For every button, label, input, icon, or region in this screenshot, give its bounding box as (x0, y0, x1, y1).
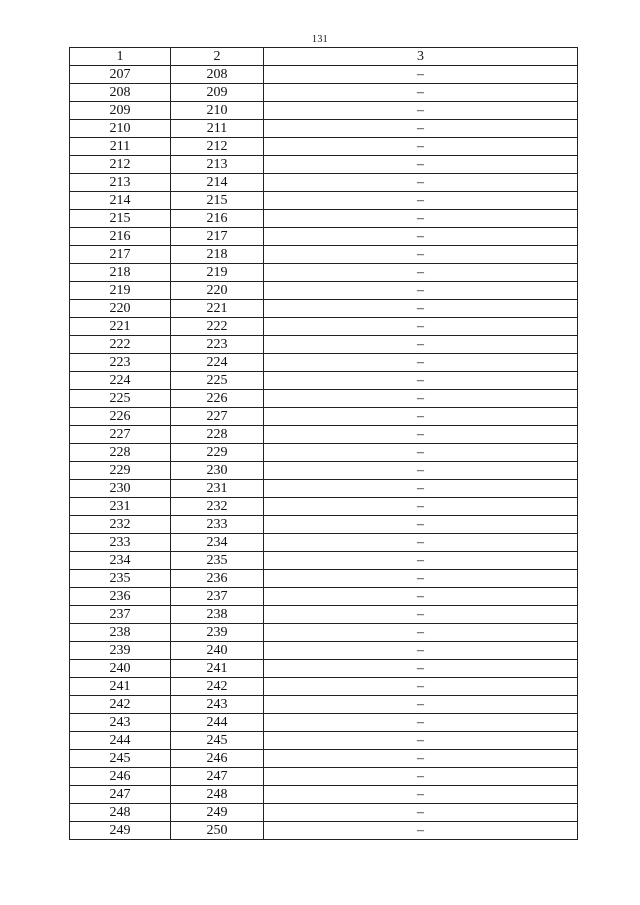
table-row (70, 444, 578, 462)
table-cell-col2: 231 (171, 480, 264, 498)
table-cell-col3: – (264, 660, 578, 678)
table-cell-col2: 248 (171, 786, 264, 804)
table-cell-col3: – (264, 498, 578, 516)
table-cell-col1: 230 (70, 480, 171, 498)
table-cell-col2: 214 (171, 174, 264, 192)
table-cell-col3: – (264, 606, 578, 624)
table-cell-col1: 233 (70, 534, 171, 552)
table-row (70, 552, 578, 570)
table-row (70, 516, 578, 534)
table-cell-col1: 215 (70, 210, 171, 228)
table-cell-col1: 218 (70, 264, 171, 282)
table-cell-col2: 212 (171, 138, 264, 156)
table-cell-col1: 225 (70, 390, 171, 408)
table-row (70, 246, 578, 264)
table-cell-col1: 232 (70, 516, 171, 534)
table-row (70, 318, 578, 336)
table-cell-col1: 234 (70, 552, 171, 570)
table-cell-col1: 247 (70, 786, 171, 804)
table-cell-col1: 228 (70, 444, 171, 462)
table-row (70, 570, 578, 588)
table-cell-col1: 229 (70, 462, 171, 480)
table-cell-col1: 217 (70, 246, 171, 264)
page-number: 131 (312, 34, 328, 45)
table-cell-col2: 247 (171, 768, 264, 786)
table-row (70, 84, 578, 102)
table-cell-col3: – (264, 282, 578, 300)
table-row (70, 696, 578, 714)
table-cell-col2: 239 (171, 624, 264, 642)
table-row (70, 228, 578, 246)
table-cell-col2: 221 (171, 300, 264, 318)
table-cell-col3: – (264, 66, 578, 84)
table-cell-col1: 231 (70, 498, 171, 516)
table-row (70, 750, 578, 768)
table-cell-col1: 239 (70, 642, 171, 660)
table-cell-col3: – (264, 318, 578, 336)
table-cell-col3: – (264, 678, 578, 696)
table-row (70, 102, 578, 120)
table-row (70, 768, 578, 786)
table-row (70, 498, 578, 516)
table-cell-col2: 250 (171, 822, 264, 840)
table-cell-col2: 217 (171, 228, 264, 246)
data-table (69, 47, 578, 840)
table-row (70, 462, 578, 480)
table-cell-col3: – (264, 822, 578, 840)
table-cell-col1: 240 (70, 660, 171, 678)
table-cell-col1: 223 (70, 354, 171, 372)
table-row (70, 660, 578, 678)
table-cell-col2: 209 (171, 84, 264, 102)
table-cell-col2: 229 (171, 444, 264, 462)
table-cell-col3: – (264, 588, 578, 606)
table-cell-col2: 234 (171, 534, 264, 552)
table-cell-col2: 216 (171, 210, 264, 228)
table-cell-col2: 222 (171, 318, 264, 336)
table-cell-col3: – (264, 750, 578, 768)
table-cell-col3: – (264, 372, 578, 390)
table-row (70, 804, 578, 822)
table-cell-col3: – (264, 228, 578, 246)
table-cell-col1: 208 (70, 84, 171, 102)
table-row (70, 282, 578, 300)
table-cell-col2: 238 (171, 606, 264, 624)
table-cell-col3: – (264, 390, 578, 408)
table-body (70, 66, 578, 840)
table-header-row (70, 48, 578, 66)
table-cell-col2: 232 (171, 498, 264, 516)
table-cell-col3: – (264, 462, 578, 480)
table-cell-col1: 244 (70, 732, 171, 750)
table-cell-col2: 249 (171, 804, 264, 822)
column-header-1: 1 (70, 48, 171, 66)
table-row (70, 642, 578, 660)
table-row (70, 480, 578, 498)
table-cell-col2: 242 (171, 678, 264, 696)
table-cell-col3: – (264, 138, 578, 156)
table-cell-col1: 235 (70, 570, 171, 588)
table-cell-col1: 248 (70, 804, 171, 822)
table-cell-col3: – (264, 354, 578, 372)
table-cell-col3: – (264, 768, 578, 786)
table-row (70, 606, 578, 624)
table-cell-col1: 207 (70, 66, 171, 84)
table-row (70, 822, 578, 840)
table-cell-col3: – (264, 714, 578, 732)
table-cell-col2: 211 (171, 120, 264, 138)
table-cell-col1: 220 (70, 300, 171, 318)
table-cell-col1: 221 (70, 318, 171, 336)
table-cell-col3: – (264, 156, 578, 174)
table-cell-col3: – (264, 300, 578, 318)
table-cell-col3: – (264, 786, 578, 804)
table-cell-col1: 212 (70, 156, 171, 174)
table-cell-col2: 208 (171, 66, 264, 84)
table-cell-col3: – (264, 246, 578, 264)
table-cell-col2: 210 (171, 102, 264, 120)
table-row (70, 174, 578, 192)
table-cell-col2: 218 (171, 246, 264, 264)
table-cell-col2: 240 (171, 642, 264, 660)
table-cell-col3: – (264, 516, 578, 534)
table-cell-col3: – (264, 120, 578, 138)
table-row (70, 390, 578, 408)
table-cell-col1: 222 (70, 336, 171, 354)
table-cell-col2: 237 (171, 588, 264, 606)
table-cell-col3: – (264, 426, 578, 444)
table-cell-col3: – (264, 534, 578, 552)
table-cell-col2: 225 (171, 372, 264, 390)
table-cell-col2: 245 (171, 732, 264, 750)
table-cell-col1: 211 (70, 138, 171, 156)
table-row (70, 192, 578, 210)
table-cell-col2: 236 (171, 570, 264, 588)
table-cell-col3: – (264, 696, 578, 714)
table-cell-col3: – (264, 210, 578, 228)
table-cell-col3: – (264, 192, 578, 210)
table-row (70, 300, 578, 318)
table-cell-col2: 235 (171, 552, 264, 570)
table-row (70, 336, 578, 354)
table-row (70, 534, 578, 552)
table-cell-col3: – (264, 624, 578, 642)
table-row (70, 408, 578, 426)
table-cell-col2: 226 (171, 390, 264, 408)
table-cell-col1: 243 (70, 714, 171, 732)
table-cell-col2: 213 (171, 156, 264, 174)
table-cell-col2: 233 (171, 516, 264, 534)
table-row (70, 120, 578, 138)
column-header-2: 2 (171, 48, 264, 66)
table-cell-col1: 246 (70, 768, 171, 786)
table-cell-col1: 224 (70, 372, 171, 390)
table-cell-col2: 219 (171, 264, 264, 282)
table-cell-col3: – (264, 480, 578, 498)
table-row (70, 138, 578, 156)
table-row (70, 66, 578, 84)
table-cell-col2: 244 (171, 714, 264, 732)
table-cell-col1: 249 (70, 822, 171, 840)
table-cell-col1: 209 (70, 102, 171, 120)
table-cell-col1: 236 (70, 588, 171, 606)
table-cell-col3: – (264, 408, 578, 426)
table-cell-col2: 246 (171, 750, 264, 768)
table-cell-col3: – (264, 444, 578, 462)
table-cell-col2: 230 (171, 462, 264, 480)
table-cell-col2: 243 (171, 696, 264, 714)
table-row (70, 624, 578, 642)
table-cell-col1: 214 (70, 192, 171, 210)
table-cell-col1: 226 (70, 408, 171, 426)
table-cell-col2: 223 (171, 336, 264, 354)
table-cell-col1: 242 (70, 696, 171, 714)
table-cell-col1: 216 (70, 228, 171, 246)
table-cell-col3: – (264, 84, 578, 102)
table-row (70, 732, 578, 750)
table-cell-col3: – (264, 102, 578, 120)
table-cell-col1: 241 (70, 678, 171, 696)
table-cell-col2: 227 (171, 408, 264, 426)
table-cell-col1: 213 (70, 174, 171, 192)
table-cell-col2: 241 (171, 660, 264, 678)
table-cell-col2: 224 (171, 354, 264, 372)
table-row (70, 426, 578, 444)
table-cell-col3: – (264, 804, 578, 822)
table-cell-col1: 245 (70, 750, 171, 768)
table-cell-col3: – (264, 570, 578, 588)
table-cell-col3: – (264, 174, 578, 192)
table-cell-col2: 215 (171, 192, 264, 210)
table-row (70, 264, 578, 282)
table-row (70, 678, 578, 696)
table-cell-col1: 238 (70, 624, 171, 642)
table-cell-col1: 219 (70, 282, 171, 300)
table-cell-col1: 237 (70, 606, 171, 624)
column-header-3: 3 (264, 48, 578, 66)
table-row (70, 588, 578, 606)
table-cell-col3: – (264, 552, 578, 570)
table-cell-col3: – (264, 336, 578, 354)
table-cell-col2: 220 (171, 282, 264, 300)
table-cell-col3: – (264, 732, 578, 750)
table-cell-col3: – (264, 642, 578, 660)
table-row (70, 372, 578, 390)
table-cell-col3: – (264, 264, 578, 282)
table-row (70, 354, 578, 372)
table-cell-col1: 210 (70, 120, 171, 138)
table-row (70, 786, 578, 804)
table-cell-col1: 227 (70, 426, 171, 444)
table-cell-col2: 228 (171, 426, 264, 444)
table-row (70, 210, 578, 228)
table-row (70, 156, 578, 174)
table-row (70, 714, 578, 732)
